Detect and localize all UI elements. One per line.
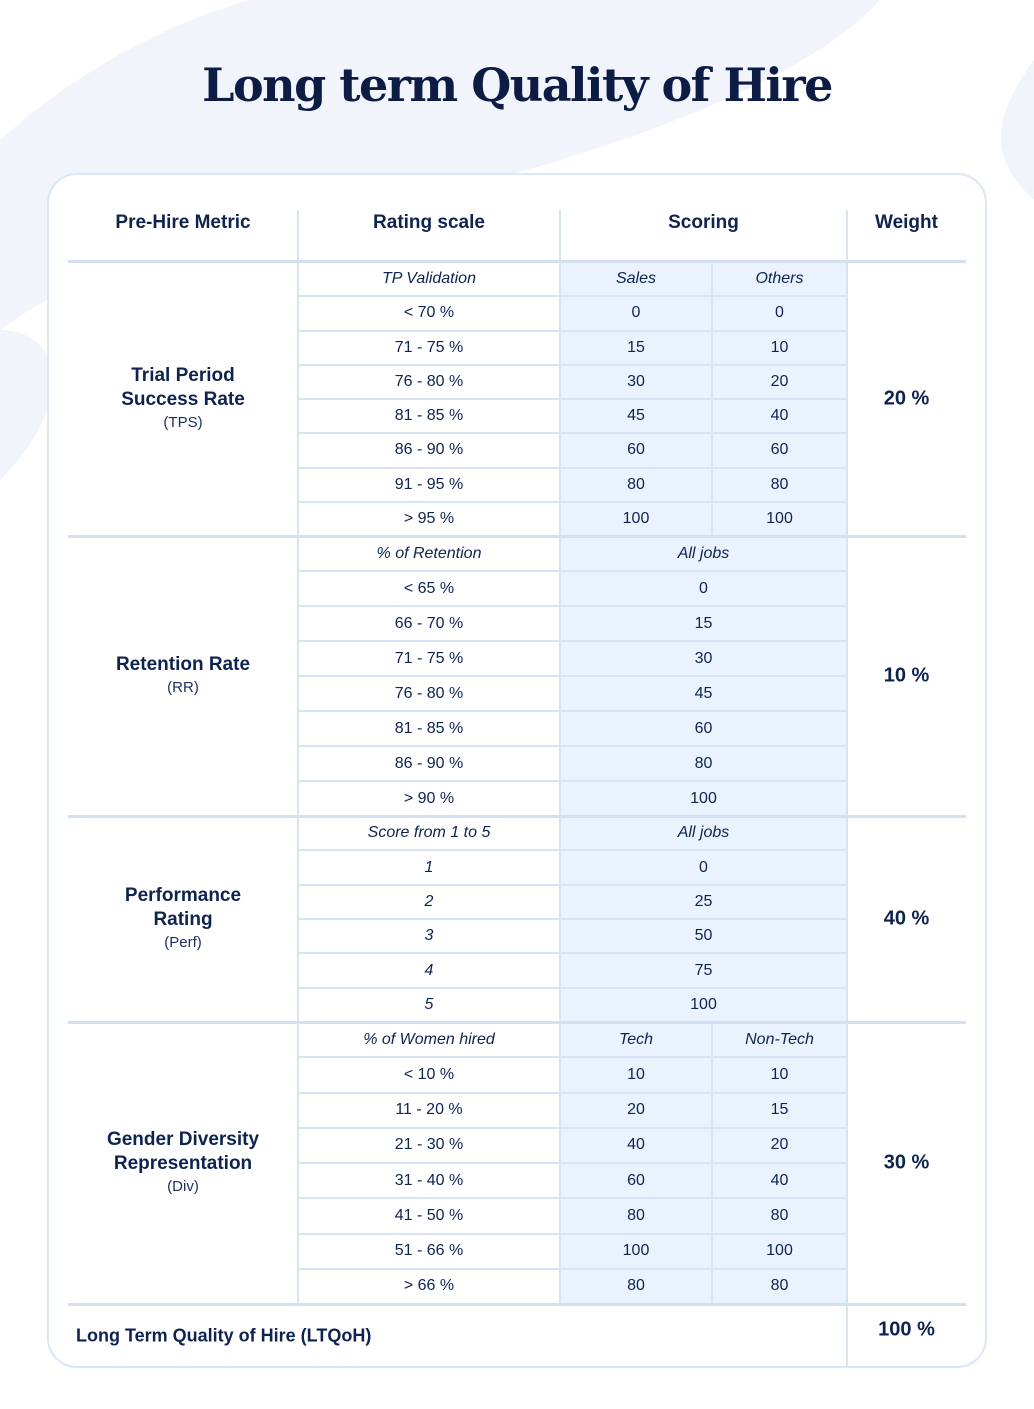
score-value: 80 <box>627 1206 645 1224</box>
rating-value: > 90 % <box>403 789 455 807</box>
score-value: 0 <box>699 858 708 876</box>
section-divider <box>68 1303 966 1306</box>
header-rating-scale: Rating scale <box>373 212 485 233</box>
rating-value: 41 - 50 % <box>394 1206 464 1224</box>
metric-name: Rating <box>153 909 213 930</box>
score-value: 60 <box>627 441 645 459</box>
row-divider <box>298 1127 847 1129</box>
score-value: 40 <box>770 1171 789 1189</box>
row-divider <box>298 1056 847 1058</box>
score-value: 25 <box>694 892 713 910</box>
metric-1 <box>68 364 298 434</box>
score-value: 0 <box>775 304 784 322</box>
scoring-subheader: Non-Tech <box>745 1030 814 1048</box>
rating-value: 21 - 30 % <box>394 1136 464 1154</box>
row-divider <box>298 710 847 712</box>
row-divider <box>298 745 847 747</box>
rating-value: > 66 % <box>403 1277 455 1295</box>
score-value: 15 <box>770 1101 789 1119</box>
rating-value: 31 - 40 % <box>394 1171 464 1189</box>
score-value: 30 <box>627 372 645 390</box>
metric-abbreviation: (Perf) <box>164 934 202 951</box>
rating-value: 76 - 80 % <box>394 372 464 390</box>
row-divider <box>298 1197 847 1199</box>
row-divider <box>298 605 847 607</box>
rating-value: < 65 % <box>403 579 455 597</box>
rating-value: < 70 % <box>403 304 455 322</box>
score-value: 80 <box>770 1206 789 1224</box>
rating-scale-subheader: TP Validation <box>382 270 476 288</box>
score-value: 80 <box>770 475 789 493</box>
score-value: 60 <box>627 1171 645 1189</box>
row-divider <box>298 330 847 332</box>
score-value: 15 <box>694 614 713 632</box>
scoring-subheader: All jobs <box>677 544 730 562</box>
metric-weight: 10 % <box>883 664 930 687</box>
metric-2 <box>68 653 298 699</box>
score-value: 100 <box>766 509 793 527</box>
page-title: Long term Quality of Hire <box>202 58 832 112</box>
rating-value: 71 - 75 % <box>394 649 464 667</box>
row-divider <box>298 952 847 954</box>
metric-name: Gender Diversity <box>106 1129 260 1150</box>
rating-value: 11 - 20 % <box>395 1101 463 1119</box>
rating-value: 1 <box>424 858 434 876</box>
rating-scale-subheader: % of Retention <box>376 544 482 562</box>
section-divider <box>68 1021 966 1024</box>
score-value: 40 <box>627 1136 645 1154</box>
score-value: 45 <box>627 407 645 425</box>
row-divider <box>298 1092 847 1094</box>
row-divider <box>298 467 847 469</box>
section-divider <box>68 535 966 538</box>
metric-3 <box>68 884 298 954</box>
rating-scale-subheader: Score from 1 to 5 <box>367 824 491 842</box>
score-value: 20 <box>627 1101 645 1119</box>
rating-value: > 95 % <box>403 509 455 527</box>
metric-name: Performance <box>124 885 242 906</box>
score-value: 60 <box>770 441 789 459</box>
metric-name: Representation <box>113 1153 253 1174</box>
row-divider <box>298 570 847 572</box>
rating-value: 51 - 66 % <box>394 1242 464 1260</box>
score-value: 0 <box>699 579 708 597</box>
row-divider <box>298 640 847 642</box>
score-value: 80 <box>627 475 645 493</box>
section-divider <box>68 815 966 818</box>
score-value: 80 <box>627 1277 645 1295</box>
header-metric: Pre-Hire Metric <box>115 212 251 233</box>
rating-value: 81 - 85 % <box>394 407 464 425</box>
metric-weight: 30 % <box>883 1151 930 1174</box>
quality-of-hire-table <box>68 205 966 1367</box>
row-divider <box>298 849 847 851</box>
row-divider <box>298 675 847 677</box>
score-value: 20 <box>770 372 789 390</box>
rating-value: 4 <box>424 961 434 979</box>
score-value: 100 <box>766 1242 793 1260</box>
metric-weight: 20 % <box>883 387 930 410</box>
metric-name: Retention Rate <box>115 654 251 675</box>
metric-4 <box>68 1128 298 1198</box>
score-value: 0 <box>631 304 641 322</box>
rating-value: 5 <box>424 995 434 1013</box>
row-divider <box>298 1233 847 1235</box>
rating-value: 81 - 85 % <box>394 719 464 737</box>
total-weight: 100 % <box>878 1318 935 1341</box>
score-value: 80 <box>694 754 713 772</box>
scoring-subheader: All jobs <box>677 824 730 842</box>
row-divider <box>298 398 847 400</box>
metric-abbreviation: (Div) <box>167 1178 199 1195</box>
rating-value: 86 - 90 % <box>394 441 464 459</box>
total-label: Long Term Quality of Hire (LTQoH) <box>76 1325 372 1346</box>
metric-name: Trial Period <box>131 365 235 386</box>
score-value: 100 <box>690 789 717 807</box>
score-value: 100 <box>622 509 650 527</box>
rating-value: 91 - 95 % <box>394 475 464 493</box>
rating-value: 86 - 90 % <box>394 754 464 772</box>
score-value: 60 <box>694 719 713 737</box>
rating-value: < 10 % <box>403 1065 455 1083</box>
rating-value: 66 - 70 % <box>394 614 464 632</box>
score-value: 100 <box>622 1242 650 1260</box>
rating-value: 71 - 75 % <box>394 338 464 356</box>
rating-value: 3 <box>424 927 434 945</box>
row-divider <box>298 918 847 920</box>
row-divider <box>298 1162 847 1164</box>
rating-value: 76 - 80 % <box>394 684 464 702</box>
score-value: 45 <box>694 684 713 702</box>
row-divider <box>298 432 847 434</box>
row-divider <box>298 884 847 886</box>
header-divider <box>68 260 966 263</box>
row-divider <box>298 780 847 782</box>
header-weight: Weight <box>875 212 938 233</box>
row-divider <box>298 295 847 297</box>
scoring-subheader: Sales <box>615 270 657 288</box>
rating-value: 2 <box>424 892 434 910</box>
score-value: 75 <box>694 961 713 979</box>
score-value: 15 <box>627 338 645 356</box>
score-value: 10 <box>627 1065 645 1083</box>
metric-weight: 40 % <box>883 907 930 930</box>
score-value: 20 <box>770 1136 789 1154</box>
row-divider <box>298 1268 847 1270</box>
score-value: 50 <box>694 927 713 945</box>
scoring-subheader: Others <box>755 270 804 288</box>
scoring-subheader: Tech <box>618 1030 654 1048</box>
row-divider <box>298 501 847 503</box>
row-divider <box>298 987 847 989</box>
row-divider <box>298 364 847 366</box>
metric-abbreviation: (RR) <box>167 679 199 696</box>
rating-scale-subheader: % of Women hired <box>363 1030 495 1048</box>
score-value: 100 <box>690 995 717 1013</box>
score-value: 40 <box>770 407 789 425</box>
score-value: 10 <box>770 1065 789 1083</box>
metric-name: Success Rate <box>121 389 245 410</box>
header-scoring: Scoring <box>668 212 739 233</box>
score-value: 10 <box>770 338 789 356</box>
score-value: 30 <box>694 649 713 667</box>
metric-abbreviation: (TPS) <box>163 414 203 431</box>
score-value: 80 <box>770 1277 789 1295</box>
